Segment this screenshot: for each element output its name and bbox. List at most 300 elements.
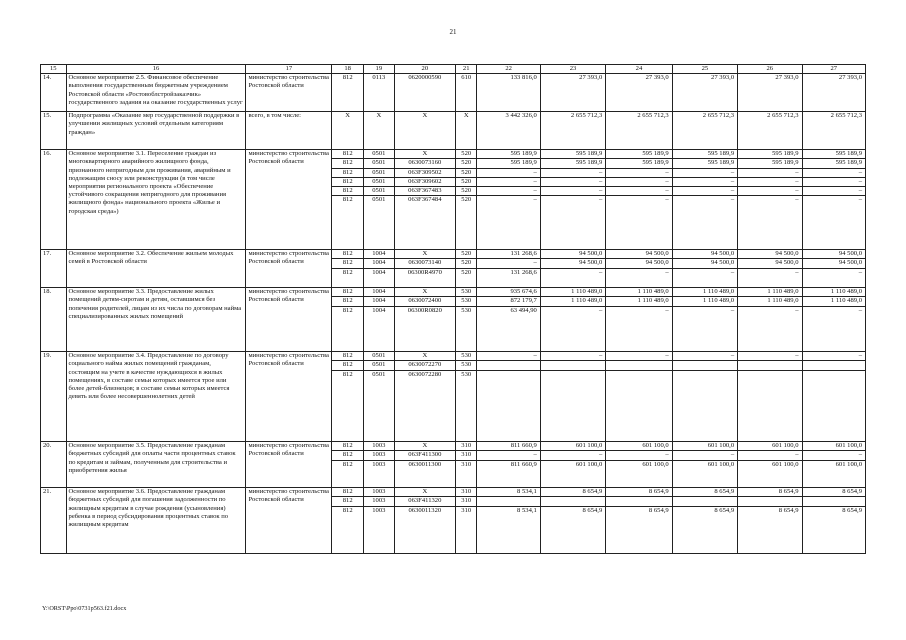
table-row — [41, 488, 866, 554]
column-header: 27 — [802, 65, 866, 74]
cell-line: – — [477, 258, 539, 267]
column-header: 24 — [606, 65, 672, 74]
value-cell — [456, 488, 477, 554]
value-cell — [540, 112, 605, 150]
row-executor: министерство строительства Ростовской области — [246, 74, 332, 112]
cell-line: X — [422, 250, 428, 258]
value-cell — [394, 74, 455, 112]
column-header: 21 — [456, 65, 477, 74]
value-cell — [477, 150, 540, 250]
cell-line: X — [422, 288, 428, 296]
cell-line: 0630072270 — [395, 360, 456, 369]
cell-line: X — [376, 112, 382, 120]
cell-line: 063F367483 — [395, 186, 456, 195]
cell-line: – — [803, 168, 866, 177]
cell-line: 2 655 712,3 — [570, 112, 603, 120]
value-cell — [606, 250, 672, 288]
column-header: 23 — [540, 65, 605, 74]
row-number: 20. — [41, 442, 67, 488]
row-description: Основное мероприятие 3.4. Предоставление по договору социального найма жилых помещений гражданам, состоящим на учете в качестве нуждающихся в жилых помещениях, в составе семьи которых имеется трое или более детей-близнецов; в составе семьи которых имеется девять или более несовершеннолетних детей — [66, 352, 246, 442]
cell-line — [606, 370, 671, 379]
cell-line: 1003 — [364, 450, 394, 459]
cell-line: 1004 — [372, 250, 386, 258]
cell-line: – — [738, 306, 801, 315]
value-cell — [364, 352, 395, 442]
cell-line: 610 — [461, 74, 472, 82]
cell-line: 812 — [342, 150, 353, 158]
column-header: 20 — [394, 65, 455, 74]
value-cell — [364, 112, 395, 150]
cell-line: 812 — [332, 296, 363, 305]
cell-line: 8 534,1 — [517, 488, 537, 496]
value-cell — [738, 150, 802, 250]
cell-line: 812 — [332, 450, 363, 459]
cell-line: X — [345, 112, 351, 120]
row-number: 16. — [41, 150, 67, 250]
cell-line: 1 110 489,0 — [541, 296, 605, 305]
row-description: Подпрограмма «Оказание мер государственной поддержки в улучшении жилищных условий отдельным категориям граждан» — [66, 112, 246, 150]
cell-line: – — [673, 168, 737, 177]
row-description: Основное мероприятие 3.3. Предоставление жилых помещений детям-сиротам и детям, оставшимся без попечения родителей, лицам из их числа по договорам найма специализированных жилых помещений — [66, 288, 246, 352]
cell-line: 812 — [332, 186, 363, 195]
cell-line: 520 — [456, 195, 477, 204]
value-cell — [672, 288, 737, 352]
cell-line — [673, 496, 737, 505]
value-cell — [364, 250, 395, 288]
cell-line: 0501 — [364, 370, 394, 379]
value-cell — [802, 150, 866, 250]
cell-line: 595 189,9 — [707, 150, 735, 158]
cell-line: 0630072400 — [395, 296, 456, 305]
cell-line: – — [858, 352, 862, 360]
value-cell — [672, 488, 737, 554]
value-cell — [364, 442, 395, 488]
cell-line: 1 110 489,0 — [637, 288, 669, 296]
cell-line: 520 — [456, 186, 477, 195]
cell-line: 1 110 489,0 — [703, 288, 735, 296]
cell-line — [803, 370, 866, 379]
cell-line: 812 — [332, 506, 363, 515]
cell-line: 595 189,9 — [477, 158, 539, 167]
cell-line: 601 100,0 — [575, 442, 603, 450]
cell-line: 1 110 489,0 — [673, 296, 737, 305]
value-cell — [394, 352, 455, 442]
value-cell — [456, 442, 477, 488]
cell-line: 520 — [461, 150, 472, 158]
cell-line: – — [477, 450, 539, 459]
cell-line: – — [795, 352, 799, 360]
cell-line: 94 500,0 — [541, 258, 605, 267]
cell-line: 0620000590 — [408, 74, 442, 82]
cell-line: 310 — [461, 442, 472, 450]
cell-line: 06300R0820 — [395, 306, 456, 315]
cell-line: 0113 — [372, 74, 386, 82]
cell-line: 595 189,9 — [835, 150, 862, 158]
cell-line: 812 — [332, 306, 363, 315]
cell-line: X — [422, 112, 428, 120]
row-description: Основное мероприятие 3.5. Предоставление гражданам бюджетных субсидий для оплаты части процентных ставок по кредитам и займам, полученным для строительства и приобретения жилья — [66, 442, 246, 488]
row-description: Основное мероприятие 3.6. Предоставление гражданам бюджетных субсидий для погашения задолженности по жилищным кредитам в случае рождения (усыновления) ребенка в период субсидирования процентных ставок по жилищным кредитам — [66, 488, 246, 554]
cell-line — [477, 370, 539, 379]
column-header: 26 — [738, 65, 802, 74]
value-cell — [540, 488, 605, 554]
cell-line — [477, 496, 539, 505]
cell-line: 811 660,9 — [477, 460, 539, 469]
cell-line: 601 100,0 — [835, 442, 862, 450]
cell-line: 0501 — [364, 168, 394, 177]
value-cell — [672, 250, 737, 288]
value-cell — [394, 488, 455, 554]
cell-line: 131 268,6 — [510, 250, 537, 258]
cell-line — [673, 370, 737, 379]
cell-line: – — [606, 195, 671, 204]
cell-line: – — [673, 306, 737, 315]
row-description: Основное мероприятие 2.5. Финансовое обеспечение выполнения государственным бюджетным учреждением Ростовской области «Ростовоблстройзаказчик» государственного задания на оказание государственных услуг — [66, 74, 246, 112]
column-header: 19 — [364, 65, 395, 74]
value-cell — [456, 150, 477, 250]
cell-line: 935 674,6 — [510, 288, 537, 296]
value-cell — [332, 288, 364, 352]
cell-line: 601 100,0 — [772, 442, 799, 450]
value-cell — [802, 112, 866, 150]
cell-line: – — [673, 177, 737, 186]
value-cell — [364, 488, 395, 554]
cell-line: 8 654,9 — [648, 488, 669, 496]
cell-line: – — [673, 268, 737, 277]
value-cell — [672, 112, 737, 150]
cell-line: 812 — [342, 488, 353, 496]
value-cell — [477, 442, 540, 488]
row-number: 15. — [41, 112, 67, 150]
value-cell — [802, 352, 866, 442]
cell-line: 310 — [456, 450, 477, 459]
cell-line: 530 — [456, 306, 477, 315]
value-cell — [332, 112, 364, 150]
cell-line: 2 655 712,3 — [702, 112, 735, 120]
value-cell — [606, 74, 672, 112]
cell-line: – — [803, 450, 866, 459]
cell-line: 8 654,9 — [842, 488, 862, 496]
row-number: 17. — [41, 250, 67, 288]
cell-line: 530 — [456, 296, 477, 305]
value-cell — [477, 288, 540, 352]
cell-line: 520 — [456, 268, 477, 277]
cell-line: 812 — [332, 268, 363, 277]
cell-line: 595 189,9 — [772, 150, 799, 158]
value-cell — [606, 150, 672, 250]
cell-line: 1004 — [364, 258, 394, 267]
cell-line: 06300R4970 — [395, 268, 456, 277]
cell-line — [803, 496, 866, 505]
value-cell — [394, 442, 455, 488]
cell-line: 530 — [461, 288, 472, 296]
value-cell — [802, 288, 866, 352]
cell-line: 1 110 489,0 — [830, 288, 862, 296]
cell-line — [738, 496, 801, 505]
cell-line: X — [422, 442, 428, 450]
cell-line: 1 110 489,0 — [803, 296, 866, 305]
cell-line: 131 268,6 — [477, 268, 539, 277]
cell-line: 133 816,0 — [510, 74, 537, 82]
row-number: 21. — [41, 488, 67, 554]
cell-line: 063F309502 — [395, 168, 456, 177]
cell-line: 530 — [461, 352, 472, 360]
cell-line: 601 100,0 — [803, 460, 866, 469]
cell-line: – — [738, 177, 801, 186]
cell-line: 0501 — [364, 177, 394, 186]
value-cell — [540, 150, 605, 250]
cell-line: 601 100,0 — [673, 460, 737, 469]
cell-line — [477, 360, 539, 369]
cell-line: 8 654,9 — [606, 506, 671, 515]
cell-line — [541, 496, 605, 505]
cell-line: X — [422, 150, 428, 158]
cell-line: – — [598, 352, 603, 360]
cell-line: 1 110 489,0 — [571, 288, 603, 296]
value-cell — [672, 150, 737, 250]
cell-line: – — [541, 195, 605, 204]
value-cell — [332, 352, 364, 442]
value-cell — [540, 250, 605, 288]
cell-line: 1 110 489,0 — [767, 288, 799, 296]
cell-line: 0501 — [372, 150, 386, 158]
cell-line — [803, 360, 866, 369]
cell-line: 812 — [342, 250, 353, 258]
cell-line: 812 — [332, 195, 363, 204]
cell-line: 812 — [342, 74, 353, 82]
cell-line: 8 654,9 — [803, 506, 866, 515]
cell-line: 1004 — [364, 296, 394, 305]
value-cell — [456, 288, 477, 352]
cell-line: 063F309602 — [395, 177, 456, 186]
cell-line: 94 500,0 — [645, 250, 669, 258]
cell-line: – — [477, 177, 539, 186]
value-cell — [332, 488, 364, 554]
column-header: 22 — [477, 65, 540, 74]
value-cell — [456, 112, 477, 150]
cell-line: – — [541, 168, 605, 177]
cell-line: 1003 — [364, 460, 394, 469]
cell-line: 1 110 489,0 — [606, 296, 671, 305]
cell-line: 8 534,1 — [477, 506, 539, 515]
cell-line: 0630011300 — [395, 460, 456, 469]
row-executor: всего, в том числе: — [246, 112, 332, 150]
cell-line — [606, 496, 671, 505]
cell-line: 2 655 712,3 — [767, 112, 799, 120]
cell-line: 812 — [332, 460, 363, 469]
cell-line: X — [422, 488, 428, 496]
cell-line: 1 110 489,0 — [738, 296, 801, 305]
column-header: 17 — [246, 65, 332, 74]
cell-line: – — [730, 352, 735, 360]
cell-line: 0630072280 — [395, 370, 456, 379]
cell-line: 063F411320 — [395, 496, 456, 505]
cell-line: – — [541, 177, 605, 186]
value-cell — [477, 112, 540, 150]
cell-line: 27 393,0 — [711, 74, 735, 82]
cell-line: – — [803, 177, 866, 186]
cell-line: X — [422, 352, 428, 360]
cell-line: 812 — [342, 352, 353, 360]
cell-line — [738, 360, 801, 369]
table-row — [41, 250, 866, 288]
cell-line: 94 500,0 — [673, 258, 737, 267]
value-cell — [540, 288, 605, 352]
cell-line: 8 654,9 — [778, 488, 799, 496]
cell-line: 601 100,0 — [541, 460, 605, 469]
value-cell — [394, 288, 455, 352]
cell-line: 595 189,9 — [575, 150, 603, 158]
value-cell — [738, 488, 802, 554]
table-row — [41, 352, 866, 442]
cell-line: 0630073140 — [395, 258, 456, 267]
cell-line: 0630011320 — [395, 506, 456, 515]
cell-line: 0501 — [364, 158, 394, 167]
cell-line: 595 189,9 — [803, 158, 866, 167]
cell-line: 63 494,90 — [477, 306, 539, 315]
value-cell — [364, 150, 395, 250]
cell-line: 27 393,0 — [645, 74, 669, 82]
cell-line: – — [673, 195, 737, 204]
row-executor: министерство строительства Ростовской области — [246, 488, 332, 554]
value-cell — [477, 352, 540, 442]
column-header: 18 — [332, 65, 364, 74]
row-number: 19. — [41, 352, 67, 442]
cell-line: 812 — [332, 158, 363, 167]
cell-line: 601 100,0 — [642, 442, 669, 450]
cell-line: 1003 — [372, 442, 386, 450]
cell-line: 595 189,9 — [510, 150, 537, 158]
cell-line: 1004 — [364, 268, 394, 277]
cell-line: 595 189,9 — [673, 158, 737, 167]
value-cell — [738, 352, 802, 442]
value-cell — [456, 352, 477, 442]
row-description: Основное мероприятие 3.2. Обеспечение жильем молодых семей в Ростовской области — [66, 250, 246, 288]
cell-line: – — [738, 268, 801, 277]
cell-line: 812 — [332, 258, 363, 267]
cell-line: 595 189,9 — [541, 158, 605, 167]
value-cell — [738, 112, 802, 150]
cell-line — [541, 360, 605, 369]
cell-line: 811 660,9 — [510, 442, 537, 450]
value-cell — [456, 250, 477, 288]
cell-line: 812 — [342, 442, 353, 450]
cell-line: 8 654,9 — [582, 488, 603, 496]
value-cell — [802, 250, 866, 288]
cell-line: 812 — [332, 168, 363, 177]
cell-line: 94 500,0 — [838, 250, 862, 258]
cell-line: 872 179,7 — [477, 296, 539, 305]
value-cell — [332, 250, 364, 288]
cell-line: 1004 — [364, 306, 394, 315]
cell-line: – — [477, 168, 539, 177]
column-header: 15 — [41, 65, 67, 74]
cell-line: 812 — [332, 177, 363, 186]
cell-line: 812 — [342, 288, 353, 296]
cell-line: – — [738, 168, 801, 177]
cell-line: – — [606, 268, 671, 277]
value-cell — [540, 74, 605, 112]
cell-line: 530 — [456, 360, 477, 369]
table-row — [41, 112, 866, 150]
value-cell — [540, 442, 605, 488]
cell-line: 94 500,0 — [579, 250, 603, 258]
value-cell — [802, 74, 866, 112]
value-cell — [606, 288, 672, 352]
cell-line: – — [665, 352, 669, 360]
value-cell — [606, 488, 672, 554]
value-cell — [477, 488, 540, 554]
value-cell — [738, 250, 802, 288]
cell-line — [738, 370, 801, 379]
cell-line: – — [541, 268, 605, 277]
table-row — [41, 288, 866, 352]
cell-line: 0501 — [364, 186, 394, 195]
row-number: 14. — [41, 74, 67, 112]
cell-line — [606, 360, 671, 369]
value-cell — [606, 442, 672, 488]
value-cell — [738, 442, 802, 488]
cell-line: 595 189,9 — [606, 158, 671, 167]
cell-line: 812 — [332, 370, 363, 379]
cell-line: 812 — [332, 496, 363, 505]
value-cell — [364, 74, 395, 112]
cell-line: 0630073160 — [395, 158, 456, 167]
page-number: 21 — [449, 28, 457, 36]
cell-line: – — [533, 352, 537, 360]
table-row — [41, 150, 866, 250]
value-cell — [738, 74, 802, 112]
cell-line: – — [738, 450, 801, 459]
cell-line: – — [541, 186, 605, 195]
cell-line: 601 100,0 — [707, 442, 735, 450]
value-cell — [364, 288, 395, 352]
cell-line: 601 100,0 — [738, 460, 801, 469]
value-cell — [332, 150, 364, 250]
cell-line: – — [673, 450, 737, 459]
value-cell — [672, 442, 737, 488]
value-cell — [738, 288, 802, 352]
cell-line: 310 — [456, 460, 477, 469]
cell-line: 063F367484 — [395, 195, 456, 204]
cell-line: 94 500,0 — [775, 250, 799, 258]
cell-line: 8 654,9 — [673, 506, 737, 515]
cell-line: 94 500,0 — [738, 258, 801, 267]
cell-line: 1003 — [364, 496, 394, 505]
cell-line: 310 — [461, 488, 472, 496]
cell-line: 94 500,0 — [711, 250, 735, 258]
cell-line: – — [803, 195, 866, 204]
cell-line: – — [477, 195, 539, 204]
column-header: 16 — [66, 65, 246, 74]
cell-line: 063F411300 — [395, 450, 456, 459]
cell-line: 1003 — [372, 488, 386, 496]
cell-line: 27 393,0 — [579, 74, 603, 82]
cell-line: – — [477, 186, 539, 195]
cell-line: 2 655 712,3 — [637, 112, 669, 120]
row-executor: министерство строительства Ростовской области — [246, 352, 332, 442]
row-executor: министерство строительства Ростовской области — [246, 150, 332, 250]
value-cell — [606, 112, 672, 150]
cell-line: 595 189,9 — [642, 150, 669, 158]
cell-line: 3 442 326,0 — [505, 112, 537, 120]
cell-line: 8 654,9 — [541, 506, 605, 515]
cell-line: X — [463, 112, 469, 120]
cell-line: 8 654,9 — [714, 488, 735, 496]
row-number: 18. — [41, 288, 67, 352]
table-row — [41, 442, 866, 488]
cell-line: – — [606, 450, 671, 459]
